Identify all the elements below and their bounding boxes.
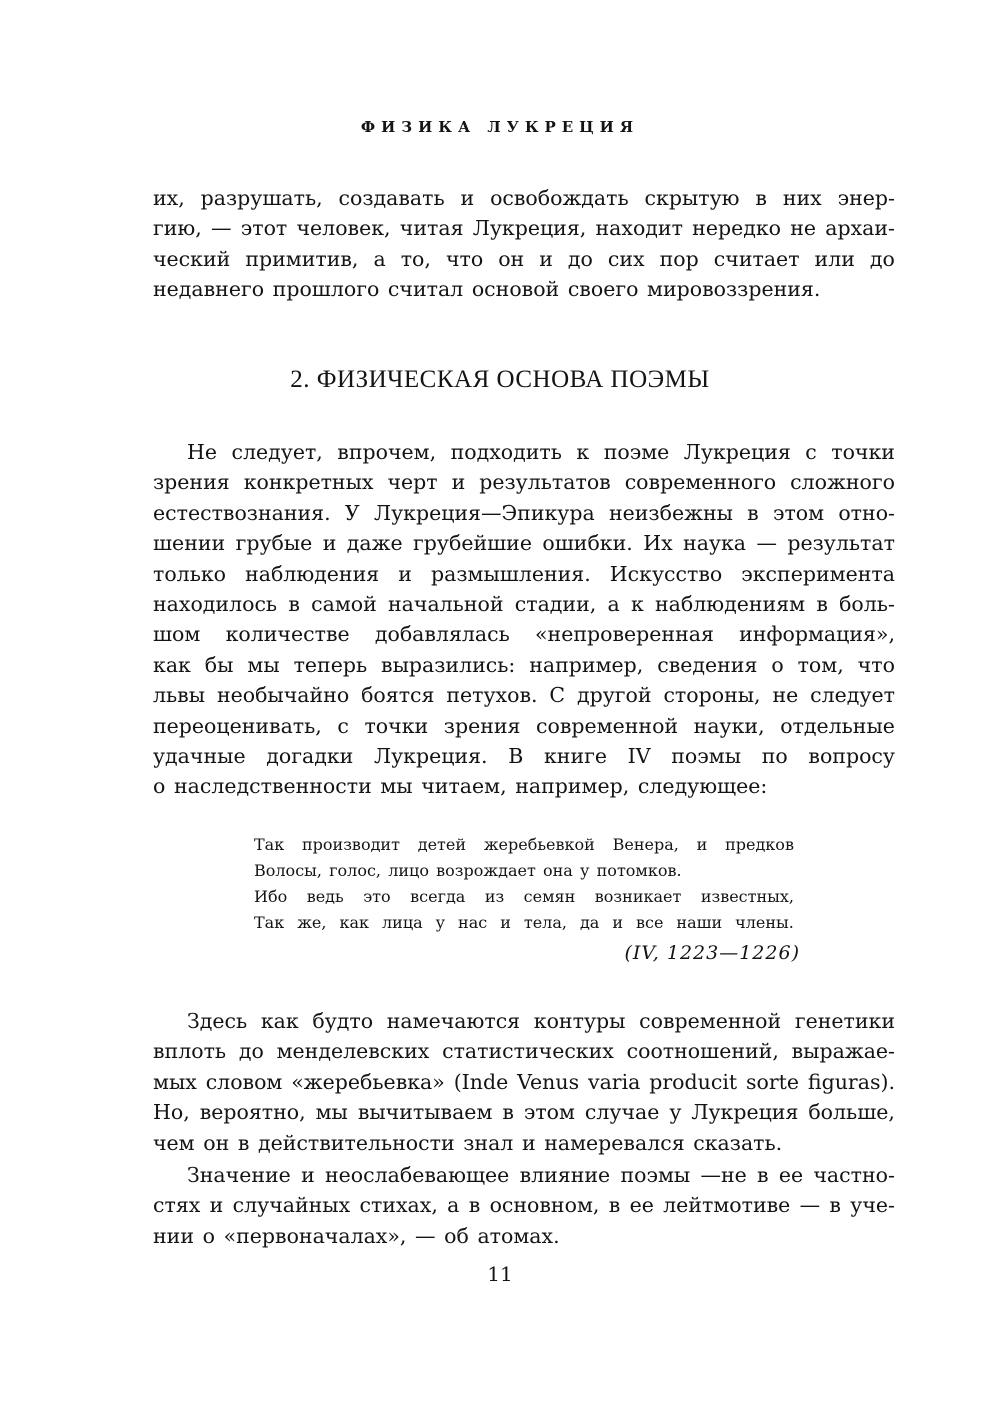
text-line: удачные догадки Лукреция. В книге IV поэмы по вопросу <box>153 744 895 769</box>
text-line: шом количестве добавлялась «непроверенная информация», <box>153 622 895 647</box>
text-line: естествознания. У Лукреция—Эпикура неизбежны в этом отно- <box>153 500 895 525</box>
page-number: 11 <box>487 1262 513 1286</box>
text-line: их, разрушать, создавать и освобождать скрытую в них энер- <box>153 186 895 210</box>
text-line: гию, — этот человек, читая Лукреция, находит нередко не архаи- <box>153 216 895 241</box>
text-line: о наследственности мы читаем, например, следующее: <box>153 774 768 799</box>
verse-quote <box>254 832 794 936</box>
verse-line: Так производит детей жеребьевкой Венера, и предков <box>254 835 794 854</box>
paragraph-1 <box>153 437 895 802</box>
text-line: зрения конкретных черт и результатов современного сложного <box>153 470 895 495</box>
text-line: Не следует, впрочем, подходить к поэме Лукреция с точки <box>187 440 895 464</box>
text-line: Здесь как будто намечаются контуры современной генетики <box>187 1009 895 1033</box>
text-line: как бы мы теперь выразились: например, сведения о том, что <box>153 652 895 677</box>
text-line: переоценивать, с точки зрения современной науки, отдельные <box>153 713 895 738</box>
text-line: стях и случайных стихах, а в основном, в ее лейтмотиве — в уче- <box>153 1193 895 1218</box>
paragraph-3 <box>153 1160 895 1251</box>
text-line: Но, вероятно, мы вычитываем в этом случае у Лукреция больше, <box>153 1100 895 1125</box>
text-line: чем он в действительности знал и намеревался сказать. <box>153 1130 783 1155</box>
running-head: ФИЗИКА ЛУКРЕЦИЯ <box>360 118 640 136</box>
text-line: вплоть до менделевских статистических соотношений, выражае- <box>153 1039 895 1064</box>
text-line: Значение и неослабевающее влияние поэмы —не в ее частно- <box>187 1163 895 1187</box>
text-line: ческий примитив, а то, что он и до сих пор считает или до <box>153 246 895 271</box>
text-line: только наблюдения и размышления. Искусство эксперимента <box>153 561 895 586</box>
paragraph-2 <box>153 1006 895 1158</box>
top-paragraph <box>153 183 895 305</box>
verse-line: Волосы, голос, лицо возрождает она у потомков. <box>254 861 682 880</box>
verse-line: Так же, как лица у нас и тела, да и все наши члены. <box>254 913 794 932</box>
text-line: шении грубые и даже грубейшие ошибки. Их наука — результат <box>153 531 895 556</box>
text-line: находилось в самой начальной стадии, а к наблюдениям в боль- <box>153 592 895 617</box>
verse-citation: (IV, 1223—1226) <box>624 942 800 964</box>
text-line: мых словом «жеребьевка» (Inde Venus varia producit sorte figuras). <box>153 1069 895 1094</box>
section-heading: 2. ФИЗИЧЕСКАЯ ОСНОВА ПОЭМЫ <box>290 366 710 393</box>
verse-line: Ибо ведь это всегда из семян возникает известных, <box>254 887 794 906</box>
text-line: нии о «первоначалах», — об атомах. <box>153 1223 560 1248</box>
text-line: львы необычайно боятся петухов. С другой стороны, не следует <box>153 683 895 708</box>
text-line: недавнего прошлого считал основой своего мировоззрения. <box>153 277 821 302</box>
